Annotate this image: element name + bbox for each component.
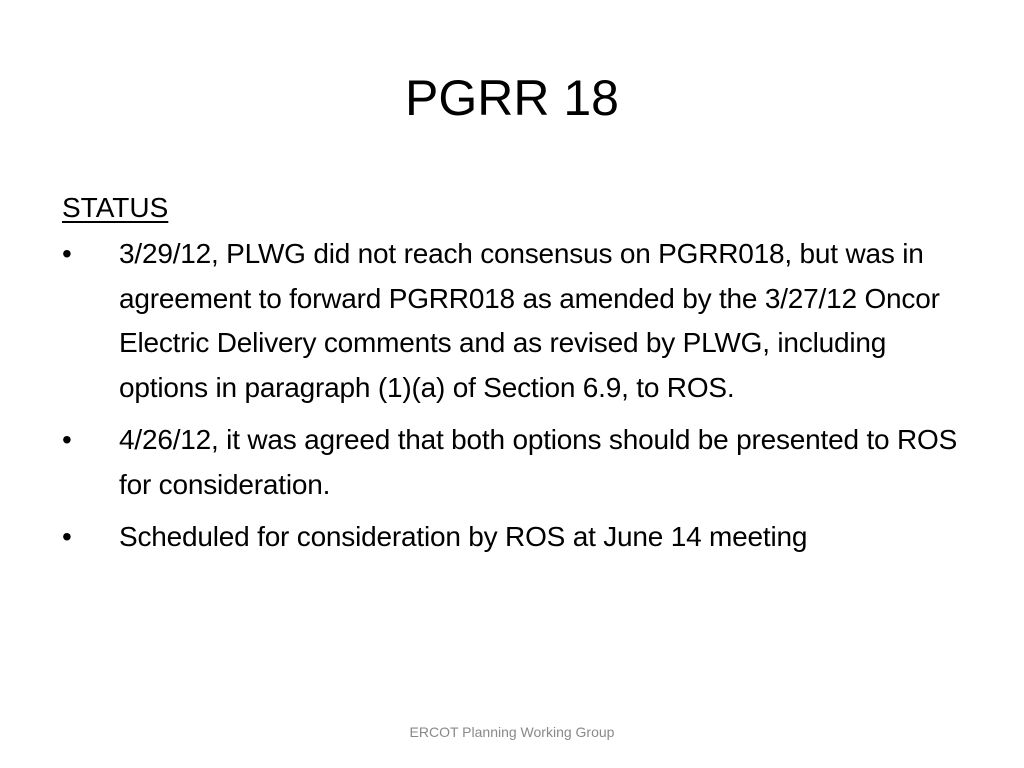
bullet-text: 3/29/12, PLWG did not reach consensus on PGRR018, but was in agreement to forward PGRR018 as amended by the 3/27/12 Oncor Electric Delivery comments and as revised by PLWG, including options in paragraph (1)(a) of Section 6.9, to ROS.	[119, 238, 940, 403]
slide-title: PGRR 18	[405, 70, 619, 126]
bullet-text: 4/26/12, it was agreed that both options should be presented to ROS for consideration.	[119, 424, 958, 500]
bullet-icon: •	[62, 424, 72, 455]
bullet-icon: •	[62, 238, 72, 269]
bullet-item	[62, 515, 962, 560]
bullet-item	[62, 418, 962, 507]
slide-content	[62, 186, 962, 568]
bullet-text: Scheduled for consideration by ROS at June 14 meeting	[119, 521, 808, 552]
section-heading-status: STATUS	[62, 192, 169, 223]
bullet-item	[62, 232, 962, 410]
bullet-icon: •	[62, 521, 72, 552]
bullet-list	[62, 232, 962, 560]
slide-footer: ERCOT Planning Working Group	[409, 724, 615, 740]
